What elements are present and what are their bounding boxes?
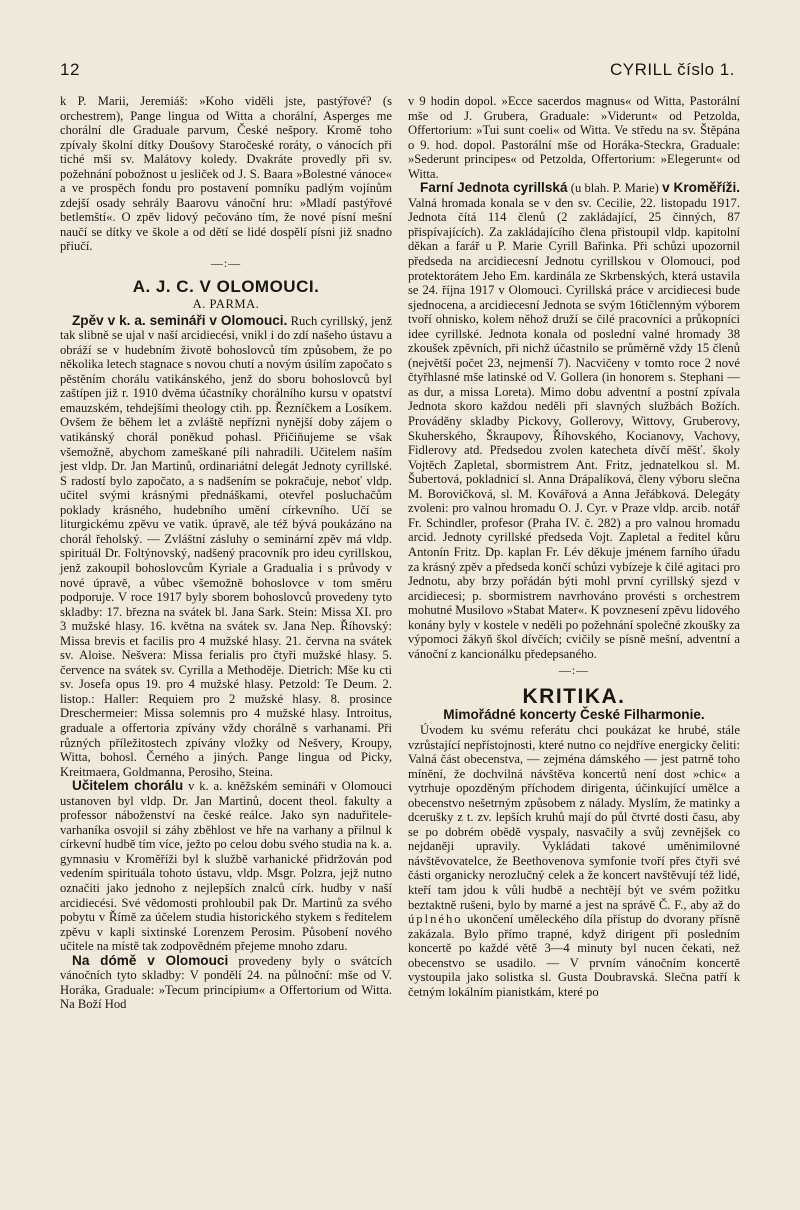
article-seminary-text: Ruch cyrillský, jenž tak slibně se ujal v naší arcidiecési, vnikl i do zdí našeho ústavu a obráží se v hudebním životě bohoslovců tím způsobem, že po několika letech stagnace s novou chutí a novým úsilím započato s pěstěním chorálu vatikánského, jenž do sboru bohoslovců byl zaštípen již r. 1910 dvěma účastníky chorálního kursu v opatství emauzském, tehdejšími theology ctih. pp. Řezníčkem a Losíkem. Ovšem že během let a zvláště nepříznì nynější doby zájem o vatikánský chorál poněkud pohasl. Přičiňujeme se však všemožně, abychom zameškané píli nahradili. Učitelem naším jest vldp. Dr. Jan Martinů, ordinariátní delegát Jednoty cyrillské. S radostí bylo započato, a s nadšením se pokračuje, neboť vldp. učitel svými krásnými přednáškami, otevřel posluchačům poklady krásného, hudebního umění církevního. Učí se liturgickému zpěvu ve vatik. úpravě, ale též bývá poukázáno na chorál řeholský. — Zvláštní zásluhy o seminární zpěv má vldp. spirituál Dr. Foltýnovský, nadšený pracovník pro ideu cyrillskou, jenž zakoupil bohoslovcům Kyriale a Gradualia i s průvody v nové úpravě, a vůbec všemožně bohoslovce v tom směru podporuje. V roce 1917 byly sborem bohoslovců provedeny tyto skladby: 17. března na svátek bl. Jana Sark. Stein: Missa XI. pro 3 mužské hlasy. 16. května na svátek sv. Jana Nep. Říhovský: Missa brevis et facilis pro 4 mužské hlasy. 21. června na svátek sv. Aloise. Nešvera: Missa ferialis pro čtyři mužské hlasy. 5. července na svátek sv. Cyrilla a Methoděje. Dietrich: Mše ku cti sv. Josefa opus 19. pro 4 mužské hlasy. Petzold: Te Deum. 2. listop.: Haller: Requiem pro 2 mužské hlasy. 8. prosince Dreschermeier: Missa solemnis pro 4 mužské hlasy. Introitus, graduale a offertoria zpívány vždy chorálně s varhanami. Při různých příležitostech zpívány vložky od Nešvery, Kroupy, Witta, bohosl. Černého a jiných. Pange lingua od Picky, Kreitmaera, Goldmanna, Perosiho, Steina. (60, 313, 393, 779)
article-cathedral (60, 954, 392, 1012)
paragraph-cathedral-continued: v 9 hodin dopol. »Ecce sacerdos magnus« od Witta, Pastorální mše od J. Grubera, Graduale: »Viderunt« od Petzolda, Offertorium: »Tui sunt coeli« od Witta. Ve středu na sv. Štěpána o 9. hod. dopol. Pastorální mše od Horáka-Steckra, Graduale: »Sederunt principes« od Petzolda, Offertorium: »Elegerunt« od Witta. (408, 94, 740, 181)
separator: —:— (558, 663, 590, 678)
article-kromeriz-lead: Farní Jednota cyrillská (420, 180, 568, 196)
right-column (408, 94, 740, 1012)
article-seminary-lead: Zpěv v k. a. semináři v Olomouci. (72, 312, 288, 328)
article-cathedral-text: provedeny byly o svátcích vánočních tyto skladby: V pondělí 24. na půlnoční: mše od V. Horáka, Graduale: »Tecum principium« a Offertorium od Witta. Na Boží Hod (60, 953, 392, 1012)
kritika-subheading (408, 708, 740, 723)
article-seminary (60, 314, 392, 780)
kritika-article (408, 723, 740, 999)
article-kromeriz (408, 181, 740, 661)
article-kromeriz-text: Valná hromada konala se v den sv. Cecilie, 22. listopadu 1917. Jednota čítá 114 členů (2 zakládající, 25 činných, 87 přispívajících). Za zakládajícího člena přistoupil vldp. kapitolní děkan a farář u P. Marie Cyrill Bařinka. Při schůzi upozornil předseda na arcidiecesní Jednotu cyrillskou v Olomouci, pod protektorátem Jeho Em. kardinála ze Skrbenských, která ustavila se 24. října 1917 v Olomouci. Cyrillská práce v arcidiecesi bude sjednocena, a arcidiecesní Jednota se svým 16tičlenným výborem tvoří ohnisko, kolem něhož druží se čilé pracovníci a průkopníci idee cyrillské. Jednota konala od poslední valné hromady 38 zkoušek zpěvních, při nichž účastnilo se průměrně vždy 15 členů (největší počet 23, nejmenší 7). Nacvičeny v tomto roce 2 nové čtyřhlasné mše latinské od V. Gollera (in honorem s. Stephani — as dur, a missa Loreta). Mimo dobu adventní a postní zpívala Jednota skoro každou neděli při slavných službách Božích. Prováděny skladby Pickovy, Gollerovy, Wittovy, Gruberovy, Skuherského, Škraupovy, Říhovského, Kocianovy, Vachovy, Fidlerovy atd. Předsedou zvolen katecheta dívčí měšť. školy Vojtěch Zapletal, sbormistrem Ant. Fritz, jednatelkou sl. M. Šubertová, pokladnicí sl. Anna Drápalíková, členy výboru slečna M. Borovičková, sl. M. Kovářová a Anna Jeřábková. Delegáty zvoleni: pro valnou hromadu O. J. Cyr. v Praze vldp. arcib. notář Fr. Schindler, profesor (Praha IV. č. 282) a pro valnou hromadu arcid. Jednoty cyrillské předseda Vojt. Zapletal a ředitel kůru Antonín Fritz. Dp. kaplan Fr. Lév děkuje jménem farního úřadu za krásný zpěv a předseda končí schůzi vybízeje k čilé agitaci pro Jednotu, aby brzy pořádán býti mohl první cyrillský sjezd v arcidiecesi; p. sbormistrem navrhováno provésti s orchestrem mohutné Musilovo »Stabat Mater«. K povznesení zpěvu lidového konány byly v kostele v neděli po požehnání společné zkoušky za výpomoci žákyň škol dívčích; cvičily se písně mešní, adventní a vánoční z kancionálku předepsaného. (408, 195, 740, 661)
kritika-subheading-text: Mimořádné koncerty České Filharmonie. (443, 707, 705, 723)
kritika-text-a: Úvodem ku svému referátu chci poukázat ke hrubé, stále vzrůstající nepřístojnosti, které nutno co nejdříve energicky čeliti: Valná část obecenstva, — zejména dámského — jest patrně toho mínění, že dochvilná návštěva koncertů není dost »chic« a vytrhuje opozděným příchodem dirigenta, účinkující umělce a obecenstvo nešetrným způsobem z nálady. Myslím, že matinky a dcerušky z t. zv. lepších kruhů mají do půl čtvrté dosti času, aby se po dobrém obědě vyspaly, nasvačily a svůj zevnějšek co nejdaněji upravily. Vykládati takové uměnimilovné návštěvovatelce, že Beethovenova symfonie tvoří přes čtyři své části organicky nerozlučný celek a že koncert navštěvují též lidé, kteří tam jdou k vůli hudbě a nechtějí být ve svém požitku beztaktně rušeni, bylo by marné a jest na správě Č. F., aby až do (408, 722, 740, 912)
columns (60, 94, 740, 1012)
kritika-text-b: ukončení uměleckého díla přístup do dvorany přísně zakázala. Bylo přímo trapné, když dirigent při posledním koncertě po každé větě 3—4 minuty byl nucen čekati, než obecenstvo se usadilo. — V prvním vánočním koncertě vystoupila jako solistka sl. Gusta Doubravská. Slečna patří k četným lokálním pianistkám, které po (408, 912, 740, 999)
left-column (60, 94, 392, 1012)
article-chorale-teacher (60, 779, 392, 954)
separator: —:— (210, 256, 242, 271)
article-chorale-teacher-text: v k. a. kněžském semináři v Olomouci ustanoven byl vldp. Dr. Jan Martinů, docent theol. fakulty a professor náboženství na české reálce. Jako syn naduřitele-varhaníka osvojil si záhy zběhlost ve hře na varhany a přilnul k církevní hudbě tím více, ježto po celou dobu svého studia na k. a. gymnasiu v Kroměříži byl k službě varhanické přidržován pod vedením spirituála tohoto ústavu, vldp. Msgr. Polzra, jejž nutno označiti jako jednoho z nejlepších znalců círk. hudby v naší arcidiecési. Své vědomosti prohloubil pak Dr. Martinů za svého pobytu v Římě za účelem studia historického stykem s ředitelem zpěvu v kapli sixtinské Lorenzem Perosim. Působení nového učitele na místě tak zodpovědném přejeme mnoho zdaru. (60, 779, 392, 954)
article-cathedral-lead: Na dómě v Olomouci (72, 952, 229, 968)
journal-title: CYRILL číslo 1. (610, 60, 735, 79)
kritika-heading: KRITIKA. (522, 684, 626, 708)
page-number: 12 (60, 60, 80, 79)
section-title: A. J. C. V OLOMOUCI. (132, 276, 320, 296)
section-author: A. PARMA. (192, 297, 260, 312)
article-kromeriz-lead-end: v Kroměříži. (662, 180, 741, 196)
paragraph-carryover: k P. Marii, Jeremiáš: »Koho viděli jste, pastýřové? (s orchestrem), Pange lingua od Witta a chorální, Asperges me chorální dle Graduale parvum, České nešpory. Kromě toho zpívaly školní dítky Doušovy Staročeské roráty, o vánocích při tiché mši sv. Malátovy koledy. Dvakráte provedly při sv. požehnání pobožnost u jesliček od J. S. Baara »Bolestné vánoce« a ve prospěch fondu pro postavení pomníku padlým vojínům zdejší osady sehrály Baarovu vánoční hru: »Mladí pastýřové betlemští«. O zpěv lidový pečováno tím, že nové písní mešní naučí se dítky ve škole a od dětí se lidé dospělí písni již snadno přiučí. (60, 94, 392, 254)
article-chorale-teacher-lead: Učitelem chorálu (72, 778, 184, 794)
page-header (60, 60, 735, 80)
article-kromeriz-lead-mid: (u blah. P. Marie) (567, 181, 663, 196)
kritika-emphasis: úplného (408, 912, 463, 927)
